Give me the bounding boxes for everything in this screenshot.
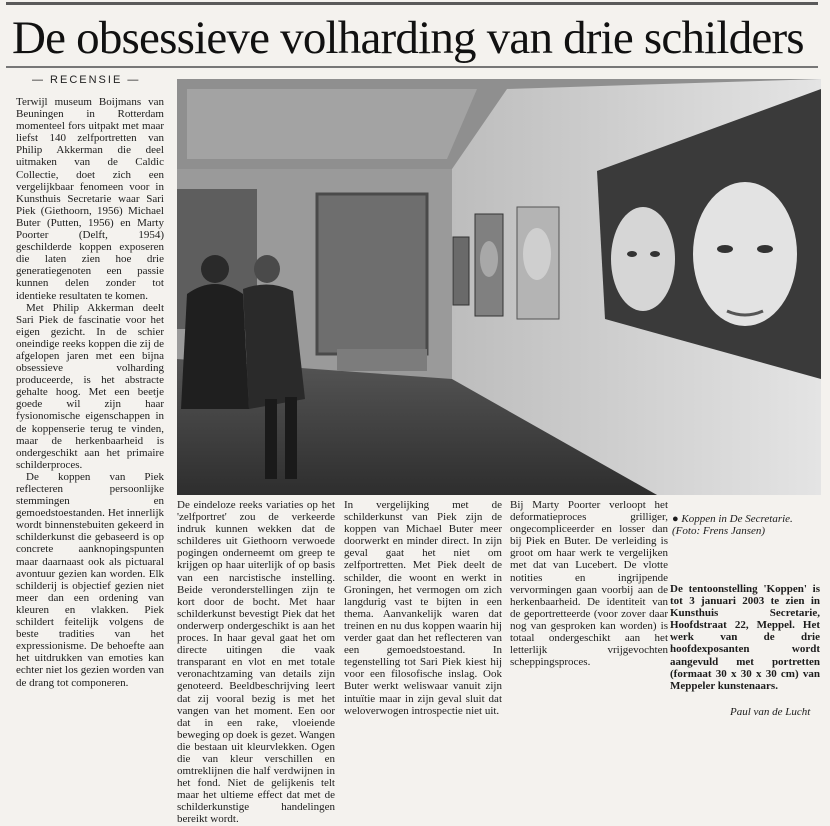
gallery-photo-illustration: [177, 79, 821, 495]
exhibition-photo: [177, 79, 821, 495]
article-paragraph-4: De eindeloze reeks variaties op het 'zelfportret' zou de verkeerde indruk kunnen wekken dat de schilderes uit Giethoorn verwoede pogingen onderneemt om greep te krijgen op haar uiterlijk of op basis van een narcistische instelling. Beide veronderstellingen zijn te kort door de bocht. Met haar schilderkunst bevestigt Piek dat het onderwerp ondergeschikt is aan het proces. In haar geval gaat het om directe uitingen die vaak transparant en vlot en met totale veronachtzaming van details zijn genoteerd. Beeldbeschrijving leert dat zij vooral bezig is met het vangen van het moment. Een oor dat in een rake, vloeiende beweging op doek is gezet. Wangen die bestaan uit kleurvlekken. Ogen die van kleur verschillen en omtreklijnen die half verdwijnen in het fond. Niet de gelijkenis telt maar het ultieme effect dat met de schilderkunstige handelingen bereikt wordt.: [177, 499, 335, 826]
article-column-4: [510, 499, 668, 731]
top-rule: [6, 2, 818, 5]
article-paragraph-2: Met Philip Akkerman deelt Sari Piek de fascinatie voor het eigen gezicht. In de schier oneindige reeks koppen die zij de afgelopen jaren met een bijna obsessieve volharding produceerde, is het abstracte gehalte hoog. Met een beetje goede wil zijn haar fysionomische eigenschappen in de koppenserie terug te vinden, maar de herkenbaarheid is ondergeschikt aan het primaire schilderproces.: [16, 301, 164, 471]
article-column-3: [344, 499, 502, 731]
byline: Paul van de Lucht: [730, 706, 811, 718]
photo-caption: ● Koppen in De Secretarie. (Foto: Frens Jansen): [672, 513, 793, 538]
article-column-2: [177, 499, 335, 826]
exhibition-info: De tentoonstelling 'Koppen' is tot 3 januari 2003 te zien in Kunsthuis Secretarie, Hoofdstraat 22, Meppel. Het werk van de drie hoofdexposanten wordt aangevuld met portretten (formaat 30 x 30 x 30 cm) van Meppeler kunstenaars.: [670, 583, 820, 692]
article-column-1: [16, 96, 164, 730]
article-paragraph-1: Terwijl museum Boijmans van Beuningen in Rotterdam momenteel fors uitpakt met maar liefst 140 zelfportretten van Philip Akkerman die deel uitmaken van de Caldic Collectie, doet zich een vergelijkbaar fenomeen voor in Kunsthuis Secretarie waar Sari Piek (Giethoorn, 1956) Michael Buter (Putten, 1956) en Marty Poorter (Delft, 1954) geschilderde koppen exposeren die laten zien hoe drie generatiegenoten een passie kunnen delen zonder tot identieke resultaten te komen.: [16, 96, 164, 302]
headline-rule: [6, 66, 818, 68]
article-column-5: [670, 580, 820, 700]
headline: De obsessieve volharding van drie schilders: [12, 12, 804, 64]
kicker: — RECENSIE —: [32, 74, 141, 86]
article-paragraph-3: De koppen van Piek reflecteren persoonlijke stemmingen en gemoedstoestanden. Het innerlijk wordt binnenstebuiten gekeerd in schilderkunst die gebaseerd is op concrete aanknopingspunten maar daarnaast ook als pictuaral avontuur gezien kan worden. Elk schilderij is objectief gezien niet meer dan een ordening van kleuren en vlakken. Piek schildert feitelijk volgens de beste tradities van het expressionisme. De behoefte aan het uitdrukken van emoties kan echter niet los gezien worden van de drang tot componeren.: [16, 470, 164, 689]
article-paragraph-6: Bij Marty Poorter verloopt het deformatieproces grilliger, ongecompliceerder en losser dan bij Piek en Buter. De verleiding is groot om haar werk te vergelijken met dat van Lucebert. De vlotte notities en ingrijpende vervormingen gaan voorbij aan de herkenbaarheid. De identiteit van de geportretteerde (voor zover daar nog van gesproken kan worden) is totaal ondergeschikt aan het letterlijk vrijgevochten scheppingsproces.: [510, 499, 668, 669]
article-paragraph-5: In vergelijking met de schilderkunst van Piek zijn de koppen van Michael Buter meer doorwerkt en minder direct. In zijn geval gaat het niet om zelfportretten. Met Piek deelt de schilder, die woont en werkt in Groningen, het vermogen om zich langdurig vast te bijten in een thema. Aanvankelijk waren dat treinen en nu dus koppen waarin hij verder gaat dan het reflecteren van een gemoedstoestand. In tegenstelling tot Sari Piek kiest hij voor een filosofische inslag. Ook Buter werkt weliswaar vanuit zijn intuïtie maar in zijn geval sluit dat weloverwogen introspectie niet uit.: [344, 499, 502, 717]
